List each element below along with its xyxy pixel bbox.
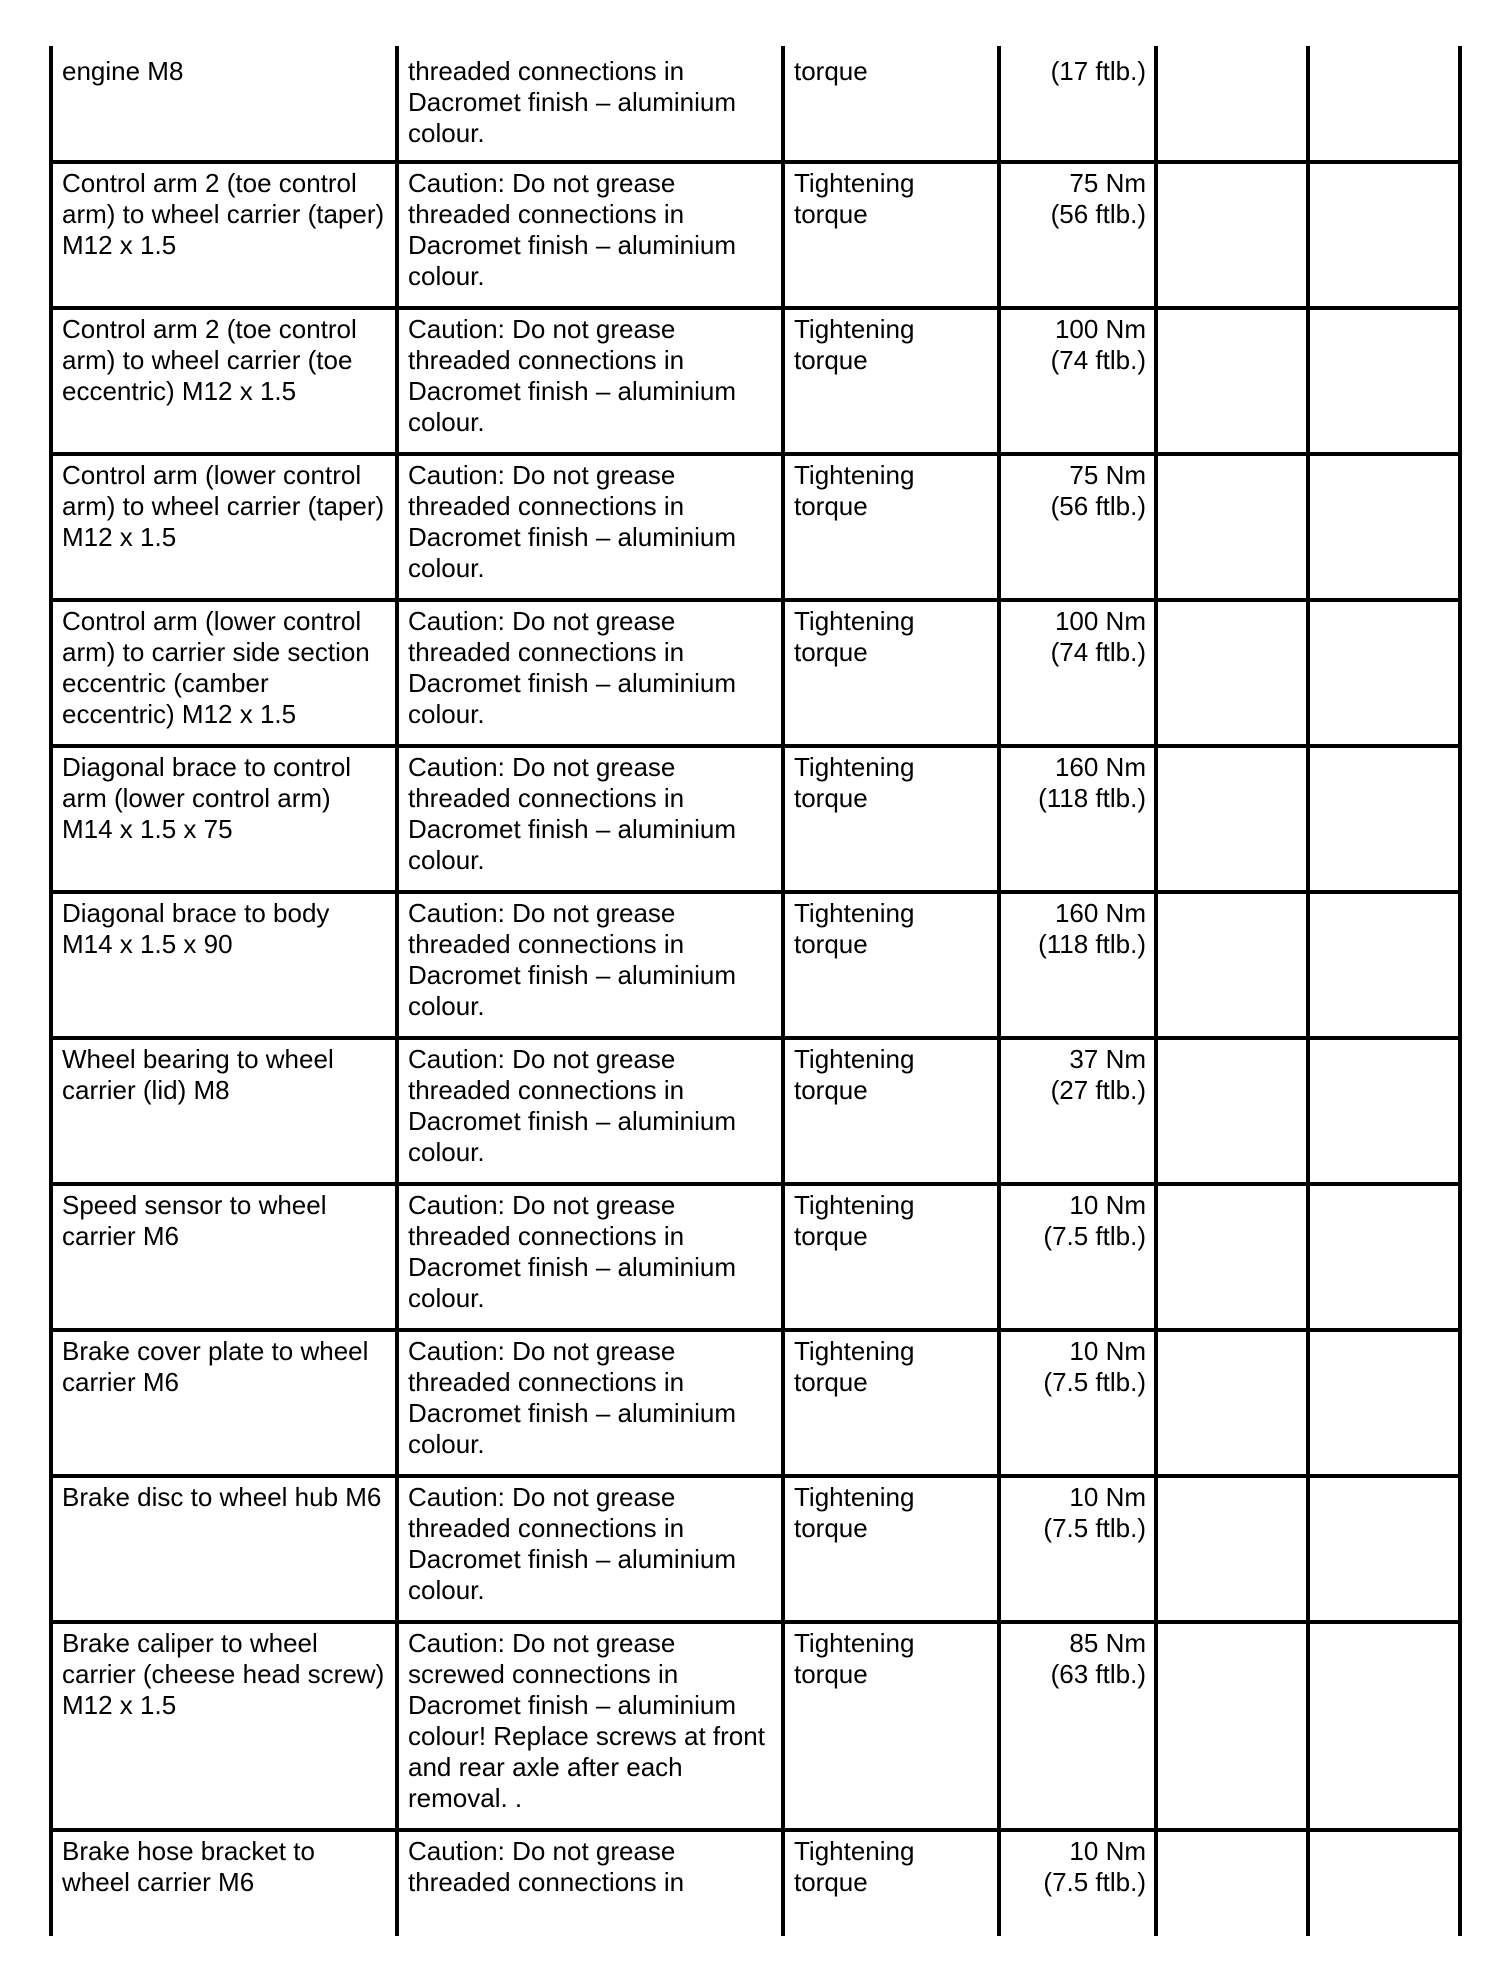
- empty-cell: [1308, 162, 1460, 308]
- table-row: [51, 308, 1460, 454]
- type-cell: Tightening torque: [783, 892, 999, 1038]
- type-cell: Tightening torque: [783, 308, 999, 454]
- note-cell: Caution: Do not grease threaded connections in Dacromet finish – aluminium colour.: [397, 746, 783, 892]
- component-cell: Control arm 2 (toe control arm) to wheel carrier (toe eccentric) M12 x 1.5: [51, 308, 397, 454]
- empty-cell: [1156, 1830, 1308, 1936]
- empty-cell: [1156, 46, 1308, 162]
- type-cell: Tightening torque: [783, 1476, 999, 1622]
- empty-cell: [1156, 1622, 1308, 1830]
- type-cell: Tightening torque: [783, 1038, 999, 1184]
- empty-cell: [1156, 1330, 1308, 1476]
- empty-cell: [1308, 308, 1460, 454]
- empty-cell: [1156, 746, 1308, 892]
- value-cell: 160 Nm (118 ftlb.): [999, 746, 1156, 892]
- note-cell: Caution: Do not grease threaded connections in Dacromet finish – aluminium colour.: [397, 1038, 783, 1184]
- component-cell: Control arm (lower control arm) to wheel carrier (taper) M12 x 1.5: [51, 454, 397, 600]
- note-cell: Caution: Do not grease threaded connections in Dacromet finish – aluminium colour.: [397, 1476, 783, 1622]
- empty-cell: [1308, 1330, 1460, 1476]
- value-cell: 75 Nm (56 ftlb.): [999, 454, 1156, 600]
- component-cell: Brake hose bracket to wheel carrier M6: [51, 1830, 397, 1936]
- empty-cell: [1308, 454, 1460, 600]
- empty-cell: [1156, 308, 1308, 454]
- type-cell: Tightening torque: [783, 162, 999, 308]
- type-cell: Tightening torque: [783, 1830, 999, 1936]
- empty-cell: [1308, 600, 1460, 746]
- empty-cell: [1156, 600, 1308, 746]
- value-cell: 10 Nm (7.5 ftlb.): [999, 1184, 1156, 1330]
- empty-cell: [1156, 1184, 1308, 1330]
- value-cell: 75 Nm (56 ftlb.): [999, 162, 1156, 308]
- type-cell: torque: [783, 46, 999, 162]
- table-row: [51, 1330, 1460, 1476]
- table-row: [51, 600, 1460, 746]
- component-cell: Speed sensor to wheel carrier M6: [51, 1184, 397, 1330]
- table-row: [51, 892, 1460, 1038]
- note-cell: Caution: Do not grease threaded connections in Dacromet finish – aluminium colour.: [397, 1184, 783, 1330]
- table-row: [51, 1038, 1460, 1184]
- table-row: [51, 1184, 1460, 1330]
- component-cell: Control arm 2 (toe control arm) to wheel carrier (taper) M12 x 1.5: [51, 162, 397, 308]
- empty-cell: [1156, 454, 1308, 600]
- note-cell: threaded connections in Dacromet finish – aluminium colour.: [397, 46, 783, 162]
- table-row: [51, 1830, 1460, 1936]
- note-cell: Caution: Do not grease threaded connections in: [397, 1830, 783, 1936]
- value-cell: 10 Nm (7.5 ftlb.): [999, 1830, 1156, 1936]
- table-row: [51, 1476, 1460, 1622]
- type-cell: Tightening torque: [783, 454, 999, 600]
- value-cell: 37 Nm (27 ftlb.): [999, 1038, 1156, 1184]
- table-row: [51, 454, 1460, 600]
- component-cell: Brake disc to wheel hub M6: [51, 1476, 397, 1622]
- empty-cell: [1156, 1038, 1308, 1184]
- value-cell: (17 ftlb.): [999, 46, 1156, 162]
- empty-cell: [1308, 746, 1460, 892]
- note-cell: Caution: Do not grease threaded connections in Dacromet finish – aluminium colour.: [397, 1330, 783, 1476]
- torque-spec-table: [49, 46, 1462, 1936]
- note-cell: Caution: Do not grease threaded connections in Dacromet finish – aluminium colour.: [397, 308, 783, 454]
- empty-cell: [1308, 1476, 1460, 1622]
- component-cell: Brake caliper to wheel carrier (cheese head screw) M12 x 1.5: [51, 1622, 397, 1830]
- value-cell: 100 Nm (74 ftlb.): [999, 308, 1156, 454]
- empty-cell: [1308, 1622, 1460, 1830]
- note-cell: Caution: Do not grease threaded connections in Dacromet finish – aluminium colour.: [397, 454, 783, 600]
- note-cell: Caution: Do not grease screwed connections in Dacromet finish – aluminium colour! Replace screws at front and rear axle after each removal. .: [397, 1622, 783, 1830]
- empty-cell: [1156, 1476, 1308, 1622]
- type-cell: Tightening torque: [783, 600, 999, 746]
- note-cell: Caution: Do not grease threaded connections in Dacromet finish – aluminium colour.: [397, 892, 783, 1038]
- table-row: [51, 746, 1460, 892]
- empty-cell: [1308, 1184, 1460, 1330]
- table-row: [51, 162, 1460, 308]
- value-cell: 85 Nm (63 ftlb.): [999, 1622, 1156, 1830]
- type-cell: Tightening torque: [783, 1330, 999, 1476]
- value-cell: 10 Nm (7.5 ftlb.): [999, 1476, 1156, 1622]
- component-cell: Diagonal brace to control arm (lower control arm) M14 x 1.5 x 75: [51, 746, 397, 892]
- component-cell: engine M8: [51, 46, 397, 162]
- empty-cell: [1308, 1830, 1460, 1936]
- empty-cell: [1308, 1038, 1460, 1184]
- component-cell: Wheel bearing to wheel carrier (lid) M8: [51, 1038, 397, 1184]
- table-row: [51, 46, 1460, 162]
- component-cell: Control arm (lower control arm) to carrier side section eccentric (camber eccentric) M12 x 1.5: [51, 600, 397, 746]
- empty-cell: [1308, 892, 1460, 1038]
- component-cell: Brake cover plate to wheel carrier M6: [51, 1330, 397, 1476]
- type-cell: Tightening torque: [783, 1184, 999, 1330]
- value-cell: 160 Nm (118 ftlb.): [999, 892, 1156, 1038]
- empty-cell: [1156, 892, 1308, 1038]
- component-cell: Diagonal brace to body M14 x 1.5 x 90: [51, 892, 397, 1038]
- type-cell: Tightening torque: [783, 746, 999, 892]
- value-cell: 100 Nm (74 ftlb.): [999, 600, 1156, 746]
- value-cell: 10 Nm (7.5 ftlb.): [999, 1330, 1156, 1476]
- note-cell: Caution: Do not grease threaded connections in Dacromet finish – aluminium colour.: [397, 600, 783, 746]
- type-cell: Tightening torque: [783, 1622, 999, 1830]
- empty-cell: [1156, 162, 1308, 308]
- note-cell: Caution: Do not grease threaded connections in Dacromet finish – aluminium colour.: [397, 162, 783, 308]
- empty-cell: [1308, 46, 1460, 162]
- table-row: [51, 1622, 1460, 1830]
